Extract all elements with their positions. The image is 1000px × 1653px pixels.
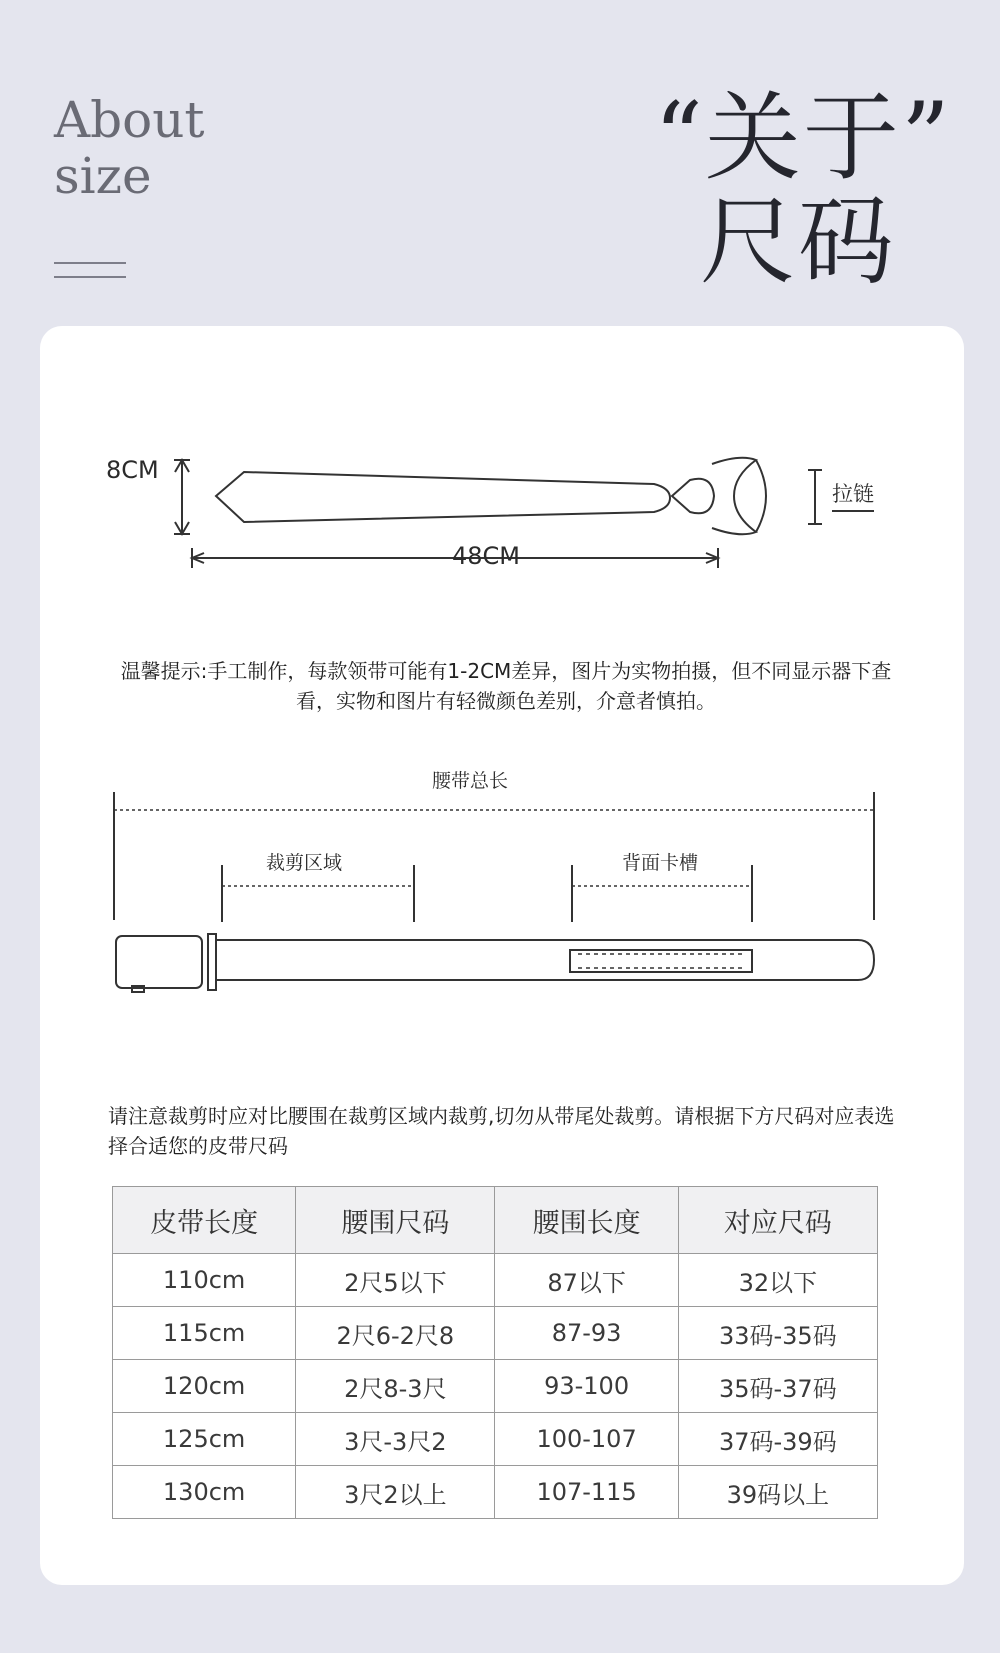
belt-strap: [216, 940, 874, 980]
cell: 3尺2以上: [296, 1466, 495, 1519]
col-waist-length: 腰围长度: [495, 1187, 678, 1254]
cell: 107-115: [495, 1466, 678, 1519]
cell: 37码-39码: [678, 1413, 877, 1466]
belt-buckle: [116, 936, 202, 988]
col-belt-length: 皮带长度: [113, 1187, 296, 1254]
cell: 2尺5以下: [296, 1254, 495, 1307]
table-row: [113, 1307, 878, 1360]
cell: 87以下: [495, 1254, 678, 1307]
tie-collar-back: [756, 460, 766, 532]
table-row: [113, 1360, 878, 1413]
cutting-note: 请注意裁剪时应对比腰围在裁剪区域内裁剪,切勿从带尾处裁剪。请根据下方尺码对应表选择合适您的皮带尺码: [108, 1104, 895, 1158]
size-card: [40, 326, 964, 1585]
heading-about: About: [54, 91, 205, 149]
col-matching-size: 对应尺码: [678, 1187, 877, 1254]
tie-diagram: [174, 458, 874, 568]
tie-height-label: 8CM: [106, 456, 159, 484]
table-row: [113, 1413, 878, 1466]
cell: 32以下: [678, 1254, 877, 1307]
tie-blade: [216, 472, 670, 522]
heading-rule-top: [54, 262, 126, 264]
cell: 130cm: [113, 1466, 296, 1519]
col-waist-size: 腰围尺码: [296, 1187, 495, 1254]
cell: 125cm: [113, 1413, 296, 1466]
heading-rule-bottom: [54, 276, 126, 278]
cell: 39码以上: [678, 1466, 877, 1519]
cn-title: [653, 82, 952, 298]
cell: 110cm: [113, 1254, 296, 1307]
heading-size: size: [54, 147, 152, 205]
buckle-bar: [208, 934, 216, 990]
cell: 115cm: [113, 1307, 296, 1360]
cn-title-line2: 尺码: [699, 186, 896, 298]
belt-diagram: [114, 792, 874, 992]
belt-total-label: 腰带总长: [432, 770, 509, 792]
table-header-row: [113, 1187, 878, 1254]
tip-text: 温馨提示:手工制作，每款领带可能有1-2CM差异，图片为实物拍摄，但不同显示器下查看，实物和图片有轻微颜色差别，介意者慎拍。: [120, 659, 892, 713]
slot-label: 背面卡槽: [622, 852, 699, 874]
tie-collar: [712, 458, 756, 535]
about-size-heading: [54, 92, 205, 204]
cell: 87-93: [495, 1307, 678, 1360]
zipper-label: 拉链: [832, 482, 874, 506]
cut-area-label: 裁剪区域: [266, 852, 343, 874]
tie-knot: [672, 479, 714, 514]
cell: 93-100: [495, 1360, 678, 1413]
cell: 120cm: [113, 1360, 296, 1413]
table-row: [113, 1466, 878, 1519]
cell: 2尺6-2尺8: [296, 1307, 495, 1360]
cn-title-line1: “关于”: [653, 82, 952, 194]
cell: 35码-37码: [678, 1360, 877, 1413]
cell: 100-107: [495, 1413, 678, 1466]
tie-length-label: 48CM: [452, 542, 521, 570]
cell: 3尺-3尺2: [296, 1413, 495, 1466]
table-row: [113, 1254, 878, 1307]
cell: 2尺8-3尺: [296, 1360, 495, 1413]
size-table: [112, 1186, 878, 1519]
cell: 33码-35码: [678, 1307, 877, 1360]
